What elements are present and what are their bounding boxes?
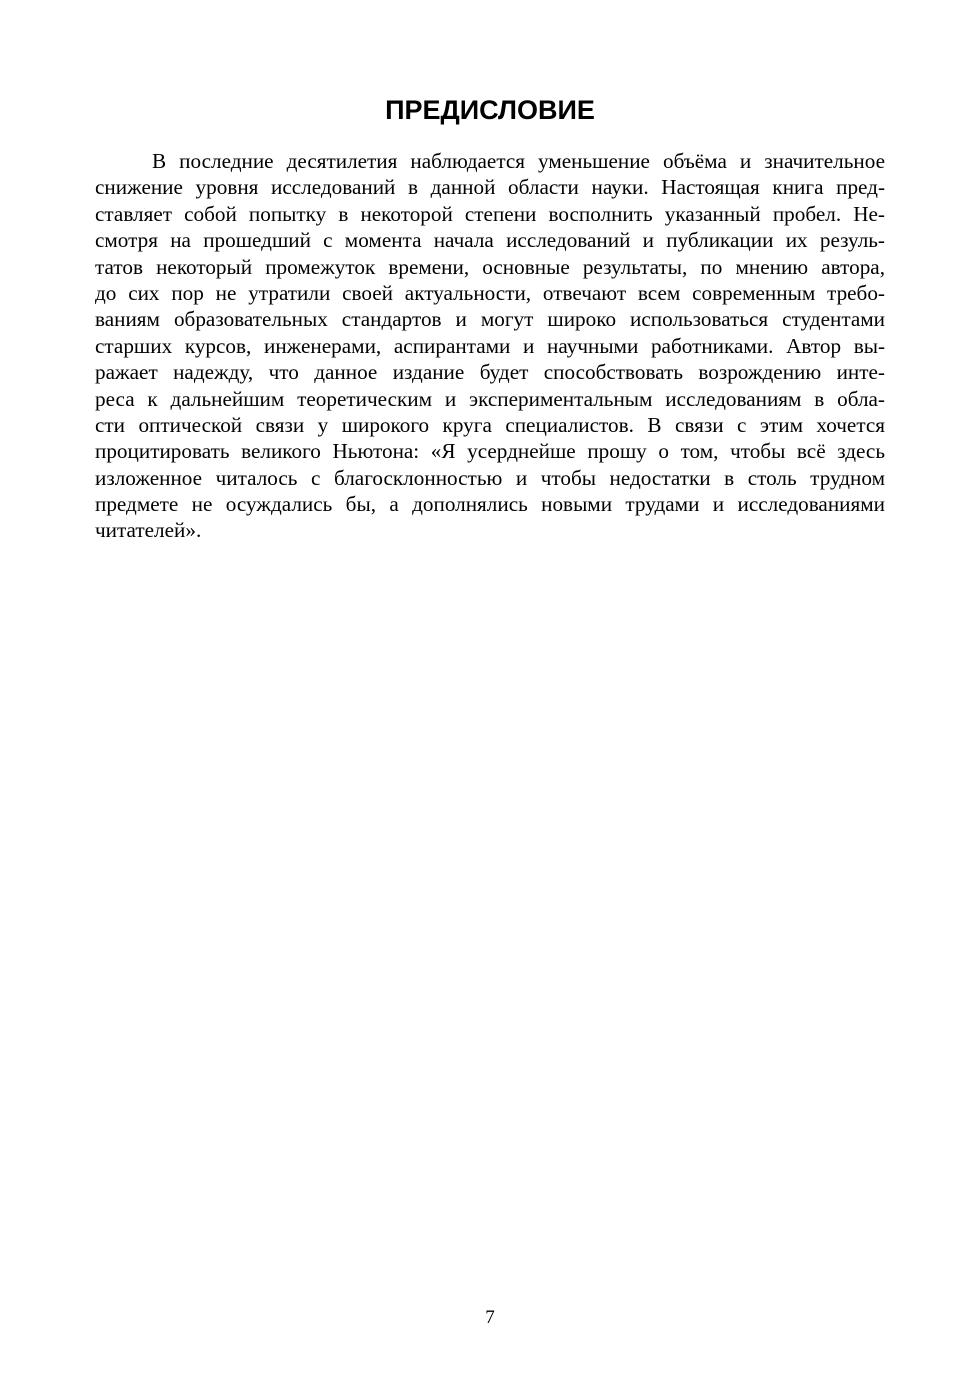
paragraph-line: процитировать великого Ньютона: «Я усерднейше прошу о том, чтобы всё здесь [95,439,885,464]
preface-paragraph [95,148,885,544]
paragraph-line: сти оптической связи у широкого круга специалистов. В связи с этим хочется [95,412,885,437]
page-title: ПРЕДИСЛОВИЕ [385,95,595,125]
page-number: 7 [485,1307,495,1328]
paragraph-line: предмете не осуждались бы, а дополнялись новыми трудами и исследованиями [95,492,885,517]
paragraph-line: изложенное читалось с благосклонностью и чтобы недостатки в столь трудном [95,465,885,490]
paragraph-line: В последние десятилетия наблюдается уменьшение объёма и значительное [152,149,885,173]
paragraph-line: старших курсов, инженерами, аспирантами и научными работниками. Автор вы- [95,333,885,358]
paragraph-line: читателей». [95,518,202,543]
paragraph-line: ваниям образовательных стандартов и могут широко использоваться студентами [95,307,885,332]
paragraph-line: смотря на прошедший с момента начала исследований и публикации их резуль- [95,228,885,253]
paragraph-line: реса к дальнейшим теоретическим и экспериментальным исследованиям в обла- [95,386,885,411]
paragraph-line: татов некоторый промежуток времени, основные результаты, по мнению автора, [95,254,885,279]
paragraph-line: до сих пор не утратили своей актуальности, отвечают всем современным требо- [95,280,885,305]
paragraph-line: снижение уровня исследований в данной области науки. Настоящая книга пред- [95,175,885,200]
paragraph-line: ставляет собой попытку в некоторой степени восполнить указанный пробел. Не- [95,201,885,226]
paragraph-line: ражает надежду, что данное издание будет способствовать возрождению инте- [95,360,885,385]
